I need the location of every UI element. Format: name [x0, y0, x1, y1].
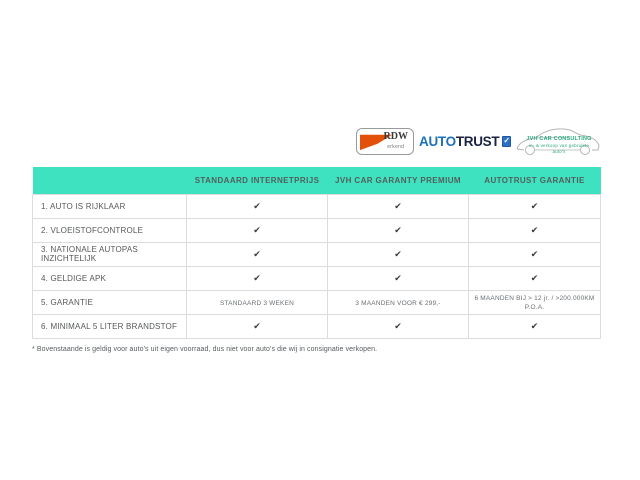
text-cell	[187, 290, 328, 314]
header-empty-cell	[33, 167, 187, 194]
check-cell	[469, 218, 601, 242]
comparison-table	[32, 167, 601, 339]
header-autotrust-garantie: AUTOTRUST GARANTIE	[469, 167, 601, 194]
check-icon: ✔	[394, 200, 402, 211]
check-icon: ✔	[394, 272, 402, 283]
header-standaard-internetprijs: STANDAARD INTERNETPRIJS	[187, 167, 328, 194]
logo-strip	[352, 124, 602, 158]
check-icon: ✔	[530, 200, 539, 211]
check-cell	[469, 194, 601, 218]
check-icon: ✔	[394, 224, 402, 235]
check-icon: ✔	[530, 224, 539, 235]
row-label: 1. AUTO IS RIJKLAAR	[33, 194, 187, 218]
cell-text: 6 MAANDEN BIJ > 12 jr. / >200.000KM P.O.A.	[474, 295, 595, 311]
text-cell	[328, 290, 469, 314]
row-label: 6. MINIMAAL 5 LITER BRANDSTOF	[33, 314, 187, 338]
check-icon: ✔	[253, 224, 261, 235]
header-jvh-car-garanty-premium: JVH CAR GARANTY PREMIUM	[328, 167, 469, 194]
check-cell	[328, 266, 469, 290]
row-label: 4. GELDIGE APK	[33, 266, 187, 290]
table-row	[33, 242, 601, 266]
check-cell	[187, 218, 328, 242]
table-row	[33, 314, 601, 338]
cell-text: STANDAARD 3 WEKEN	[219, 299, 295, 307]
check-icon: ✔	[253, 320, 261, 331]
check-cell	[469, 242, 601, 266]
row-label: 5. GARANTIE	[33, 290, 187, 314]
rdw-subtitle: erkend	[387, 144, 405, 150]
jvh-car-consulting-logo	[514, 122, 602, 158]
check-cell	[187, 242, 328, 266]
check-icon: ✔	[394, 320, 402, 331]
row-label: 3. NATIONALE AUTOPAS INZICHTELIJK	[33, 242, 187, 266]
cell-text: 3 MAANDEN VOOR € 299,-	[355, 299, 441, 307]
autotrust-wordmark-auto: AUTO	[419, 133, 456, 149]
jvh-title: JVH CAR CONSULTING	[526, 136, 592, 142]
check-icon: ✔	[530, 320, 539, 331]
check-cell	[469, 266, 601, 290]
table-body	[33, 194, 601, 338]
check-cell	[187, 314, 328, 338]
check-icon: ✔	[253, 248, 261, 259]
check-cell	[469, 314, 601, 338]
table-row	[33, 266, 601, 290]
check-cell	[187, 266, 328, 290]
jvh-subtitle: in- & verkoop van gebruikte auto's	[528, 143, 590, 154]
autotrust-check-icon: ✓	[503, 136, 510, 145]
check-cell	[328, 218, 469, 242]
check-cell	[328, 314, 469, 338]
jvh-logo-text	[524, 136, 594, 155]
check-cell	[187, 194, 328, 218]
row-label: 2. VLOEISTOFCONTROLE	[33, 218, 187, 242]
check-icon: ✔	[530, 248, 539, 259]
table-header	[33, 167, 601, 194]
check-icon: ✔	[253, 200, 261, 211]
table-row	[33, 194, 601, 218]
check-cell	[328, 242, 469, 266]
rdw-erkend-logo	[356, 128, 414, 155]
table-row	[33, 290, 601, 314]
rdw-logo-text	[384, 132, 408, 152]
rdw-title: RDW	[383, 131, 408, 142]
check-icon: ✔	[253, 272, 261, 283]
autotrust-wordmark-trust: TRUST	[455, 133, 500, 149]
check-cell	[328, 194, 469, 218]
check-icon: ✔	[394, 248, 402, 259]
autotrust-logo	[419, 132, 509, 150]
text-cell	[469, 290, 601, 314]
check-icon: ✔	[530, 272, 539, 283]
footnote: * Bovenstaande is geldig voor auto's uit eigen voorraad, dus niet voor auto's die wij in consignatie verkopen.	[32, 346, 378, 353]
table-row	[33, 218, 601, 242]
